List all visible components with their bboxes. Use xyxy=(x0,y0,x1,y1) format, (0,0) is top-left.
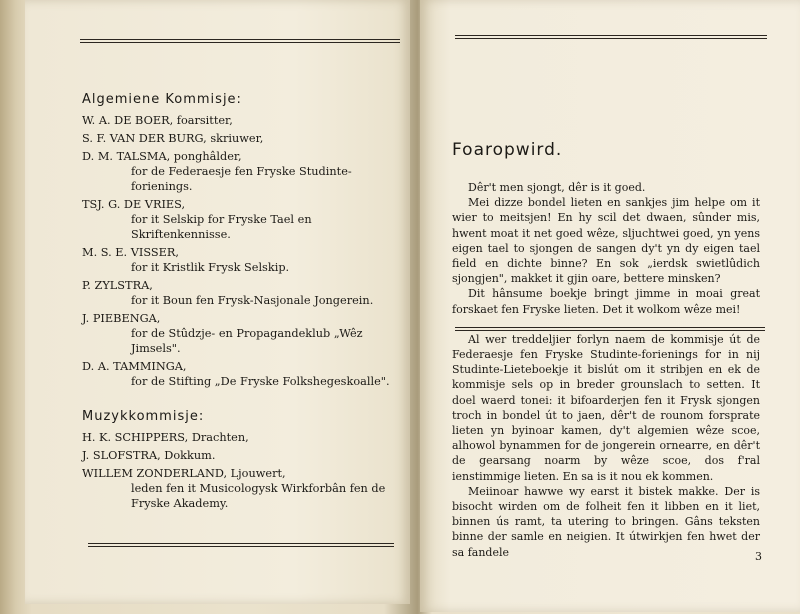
member-role: for de Stûdzje- en Propagandeklub „Wêz Jimsels". xyxy=(131,327,363,355)
member-name: D. M. TALSMA, ponghâlder, xyxy=(82,150,242,163)
member-role: for it Kristlik Frysk Selskip. xyxy=(131,261,290,274)
member-entry xyxy=(82,448,397,463)
page-number: 3 xyxy=(755,550,762,563)
member-entry xyxy=(82,113,397,128)
member-role: for it Boun fen Frysk-Nasjonale Jongerein. xyxy=(131,294,374,307)
member-name: S. F. VAN DER BURG, skriuwer, xyxy=(82,132,264,145)
foreword-paragraph: Mei dizze bondel lieten en sankjes jim helpe om it wier to meitsjen! En hy scil det dwaen, sûnder mis, hwent moat it net goed wêze, sljuchtwei goed, yn yens eigen tael to sjongen de sangen dy't yn dy eigen tael field en dichte binne? En sok „ierdsk swietlûdich sjongjen", makket it gjin oare, bettere minsken? xyxy=(452,196,760,286)
member-role: for de Federaesje fen Fryske Studinte-forienings. xyxy=(131,165,352,193)
foreword-paragraph: Dit hânsume boekje bringt jimme in moai great forskaet fen Fryske lieten. Det it wolkom wêze mei! xyxy=(452,287,760,316)
member-name: W. A. DE BOER, foarsitter, xyxy=(82,114,233,127)
member-entry xyxy=(82,359,397,389)
general-committee-heading: Algemiene Kommisje: xyxy=(82,92,242,107)
member-name: H. K. SCHIPPERS, Drachten, xyxy=(82,431,249,444)
member-entry xyxy=(82,466,397,511)
member-name: TSJ. G. DE VRIES, xyxy=(82,198,186,211)
member-name: J. SLOFSTRA, Dokkum. xyxy=(82,449,216,462)
foreword-paragraph: Al wer treddeljier forlyn naem de kommisje út de Federaesje fen Fryske Studinte-forienings for in nij Studinte-Lieteboekje it bislút om it stribjen en ek de kommisje sels op in breder grounslach to setten. It doel waerd tonei: it bifoarderjen fen it Frysk sjongen troch in bondel út to jaen, dêr't de rounom forsprate lieten yn byinoar kamen, dy't algemien wêze scoe, alhowol bynammen for de jongerein ornearre, en dêr't de gearsang noarm by wêze scoe, dos f'ral ienstimmige lieten. En sa is it nou ek kommen. xyxy=(452,332,760,483)
member-name: P. ZYLSTRA, xyxy=(82,279,153,292)
member-entry xyxy=(82,245,397,275)
member-name: WILLEM ZONDERLAND, Ljouwert, xyxy=(82,467,286,480)
right-top-rule xyxy=(455,35,767,39)
left-bottom-rule xyxy=(88,543,394,547)
committee-list xyxy=(82,92,397,514)
member-role: for de Stifting „De Fryske Folkshegeskoalle". xyxy=(131,375,390,388)
member-entry xyxy=(82,278,397,308)
foreword-title: Foaropwird. xyxy=(452,140,563,160)
member-entry xyxy=(82,131,397,146)
left-top-rule xyxy=(80,39,400,43)
member-entry xyxy=(82,311,397,356)
member-name: M. S. E. VISSER, xyxy=(82,246,179,259)
member-entry xyxy=(82,430,397,445)
foreword-paragraph: Meiinoar hawwe wy earst it bistek makke. Der is bisocht wirden om de folheit fen it libben en it liet, binnen ús ramt, ta utering to bringen. Gâns teksten binne der samle en neigien. It útwirkjen fen hwet der sa fandele xyxy=(452,484,760,559)
member-role: leden fen it Musicologysk Wirkforbân fen de Fryske Akademy. xyxy=(131,482,386,510)
member-name: D. A. TAMMINGA, xyxy=(82,360,187,373)
member-role: for it Selskip for Fryske Tael en Skriftenkennisse. xyxy=(131,213,312,241)
music-committee-heading: Muzykkommisje: xyxy=(82,409,205,424)
foreword xyxy=(452,140,760,560)
member-entry xyxy=(82,149,397,194)
member-name: J. PIEBENGA, xyxy=(82,312,161,325)
member-entry xyxy=(82,197,397,242)
foreword-paragraph: Dêr't men sjongt, dêr is it goed. xyxy=(468,181,646,194)
